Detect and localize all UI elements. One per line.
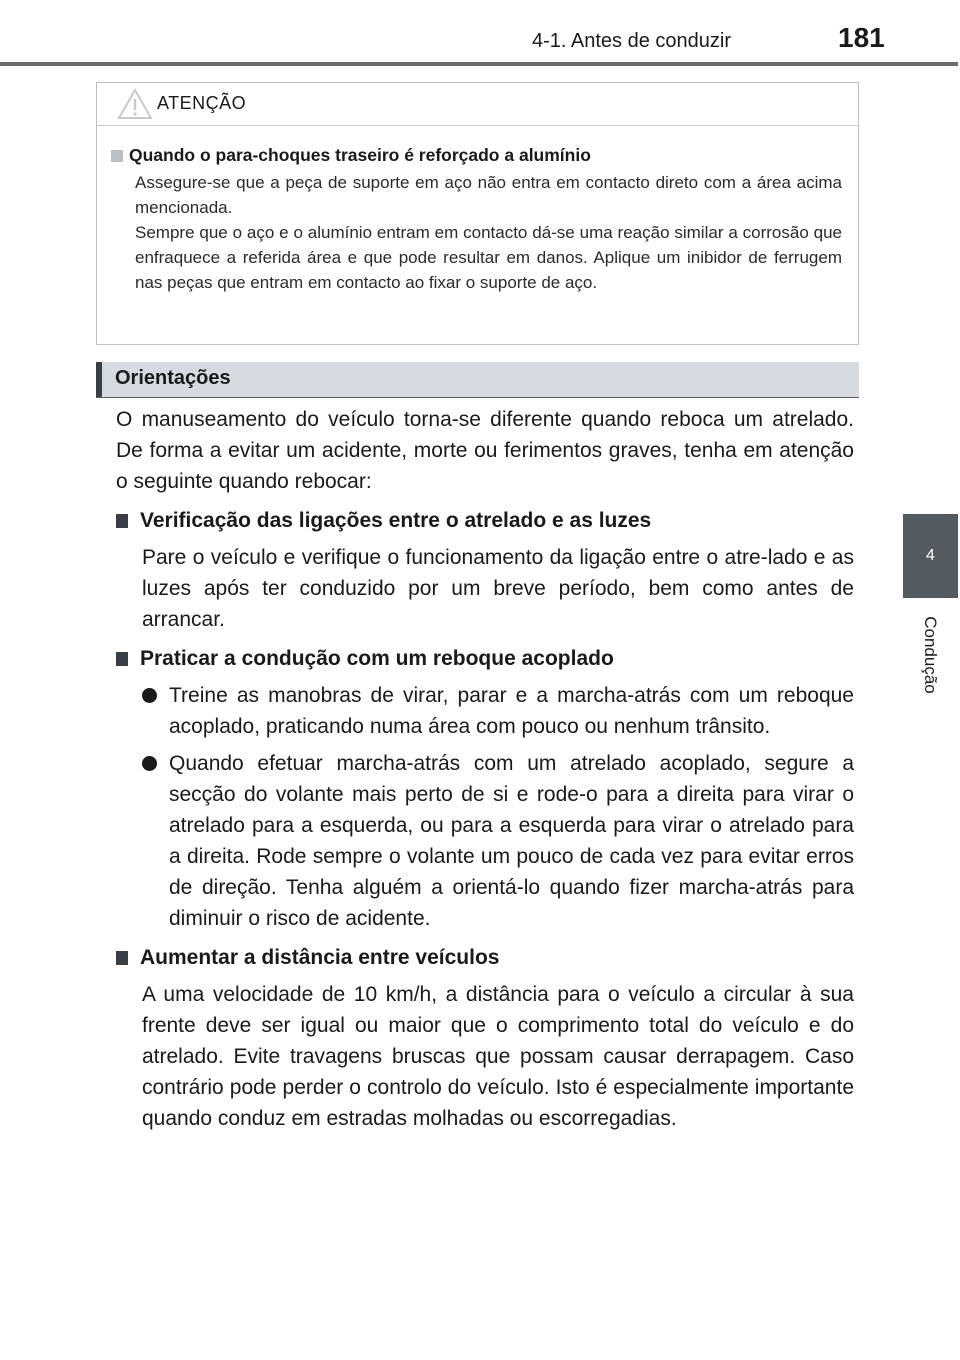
intro-paragraph: O manuseamento do veículo torna-se diferente quando reboca um atrelado. De forma a evitar um acidente, morte ou ferimentos graves, tenha em atenção o seguinte quando rebocar:	[116, 408, 854, 493]
warning-paragraph: Assegure-se que a peça de suporte em aço não entra em contacto direto com a área acima mencionada.	[135, 173, 842, 217]
warning-triangle-icon	[117, 88, 153, 120]
round-bullet-icon	[142, 688, 157, 703]
warning-body	[97, 126, 858, 295]
chapter-label: Condução	[921, 616, 940, 694]
header-divider	[0, 62, 958, 66]
item-heading-text: Praticar a condução com um reboque acoplado	[140, 647, 614, 670]
bullet-item	[116, 680, 854, 742]
item-heading-text: Verificação das ligações entre o atrelado e as luzes	[140, 509, 652, 532]
chapter-number: 4	[926, 547, 935, 564]
item-paragraph: A uma velocidade de 10 km/h, a distância para o veículo a circular à sua frente deve ser igual ou maior que o comprimento total do veículo e do atrelado. Evite travagens bruscas que possam causar derrapagem. Caso contrário pode perder o controlo do veículo. Isto é especialmente importante quando conduz em estradas molhadas ou escorregadias.	[142, 983, 854, 1130]
warning-box	[96, 82, 859, 345]
chapter-tab[interactable]	[903, 514, 958, 598]
square-bullet-icon	[116, 652, 128, 666]
item-paragraph: Pare o veículo e verifique o funcionamento da ligação entre o atre-lado e as luzes após ter conduzido por um breve período, bem como antes de arrancar.	[142, 546, 854, 631]
page-number: 181	[838, 22, 885, 53]
warning-heading-text: Quando o para-choques traseiro é reforçado a alumínio	[129, 145, 591, 165]
warning-heading	[111, 145, 842, 166]
warning-paragraph: Sempre que o aço e o alumínio entram em contacto dá-se uma reação similar a corrosão que enfraquece a referida área e que pode resultar em danos. Aplique um inibidor de ferrugem nas peças que entram em contacto ao fixar o suporte de aço.	[135, 223, 842, 292]
main-content	[116, 404, 854, 1134]
square-bullet-icon	[111, 150, 123, 162]
item-heading	[116, 505, 854, 536]
warning-label: ATENÇÃO	[157, 93, 247, 113]
square-bullet-icon	[116, 951, 128, 965]
warning-header	[97, 83, 858, 126]
item-heading	[116, 942, 854, 973]
bullet-item	[116, 748, 854, 934]
section-banner	[96, 362, 859, 398]
section-title: 4-1. Antes de conduzir	[532, 30, 732, 52]
square-bullet-icon	[116, 514, 128, 528]
round-bullet-icon	[142, 756, 157, 771]
item-heading	[116, 643, 854, 674]
bullet-text: Quando efetuar marcha-atrás com um atrelado acoplado, segure a secção do volante mais perto de si e rode-o para a direita para virar o atrelado para a esquerda, ou para a esquerda para virar o atrelado para a direita. Rode sempre o volante um pouco de cada vez para evitar erros de direção. Tenha alguém a orientá-lo quando fizer marcha-atrás para diminuir o risco de acidente.	[169, 752, 854, 930]
banner-accent-bar	[96, 362, 102, 397]
section-banner-title: Orientações	[115, 367, 231, 389]
bullet-text: Treine as manobras de virar, parar e a marcha-atrás com um reboque acoplado, praticando numa área com pouco ou nenhum trânsito.	[169, 684, 854, 738]
item-heading-text: Aumentar a distância entre veículos	[140, 946, 500, 969]
